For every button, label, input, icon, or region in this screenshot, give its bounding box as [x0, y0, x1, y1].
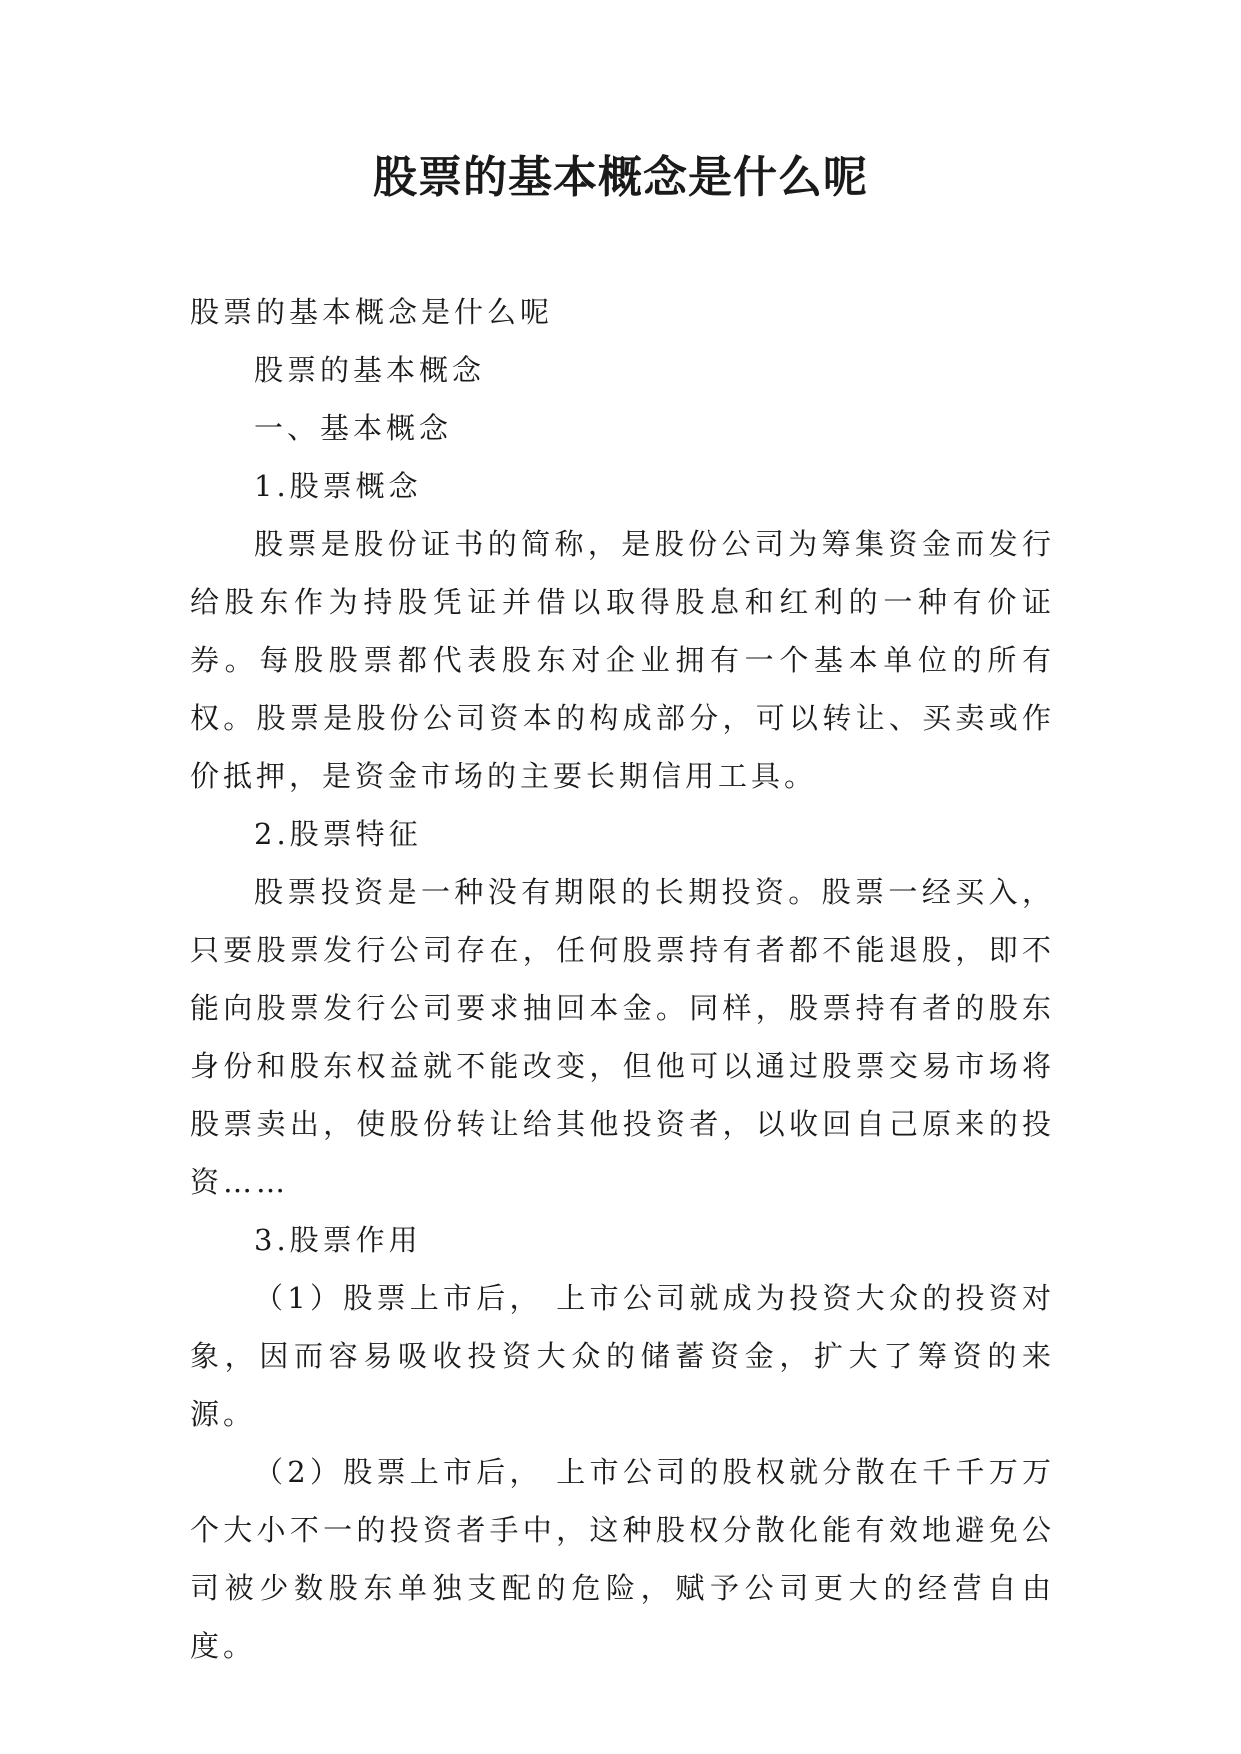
- paragraph-heading: 股票的基本概念是什么呢: [190, 295, 554, 329]
- list-item: （2）股票上市后， 上市公司的股权就分散在千千万万个大小不一的投资者手中，这种股权分散化能有效地避免公司被少数股东单独支配的危险，赋予公司更大的经营自由度。: [190, 1455, 1055, 1663]
- list-item: （1）股票上市后， 上市公司就成为投资大众的投资对象，因而容易吸收投资大众的储蓄资金，扩大了筹资的来源。: [190, 1281, 1055, 1431]
- document-body: [190, 283, 1055, 1675]
- subsection-heading: 1.股票概念: [254, 469, 422, 503]
- section-heading: 一、基本概念: [254, 411, 453, 445]
- subsection-heading: 2.股票特征: [254, 817, 422, 851]
- paragraph-subtitle: 股票的基本概念: [254, 353, 486, 387]
- paragraph: 股票是股份证书的简称，是股份公司为筹集资金而发行给股东作为持股凭证并借以取得股息和红利的一种有价证券。每股股票都代表股东对企业拥有一个基本单位的所有权。股票是股份公司资本的构成部分，可以转让、买卖或作价抵押，是资金市场的主要长期信用工具。: [190, 527, 1055, 793]
- paragraph: 股票投资是一种没有期限的长期投资。股票一经买入，只要股票发行公司存在，任何股票持有者都不能退股，即不能向股票发行公司要求抽回本金。同样，股票持有者的股东身份和股东权益就不能改变，但他可以通过股票交易市场将股票卖出，使股份转让给其他投资者，以收回自己原来的投资……: [190, 875, 1055, 1199]
- document-title: 股票的基本概念是什么呢: [373, 152, 868, 203]
- subsection-heading: 3.股票作用: [254, 1223, 422, 1257]
